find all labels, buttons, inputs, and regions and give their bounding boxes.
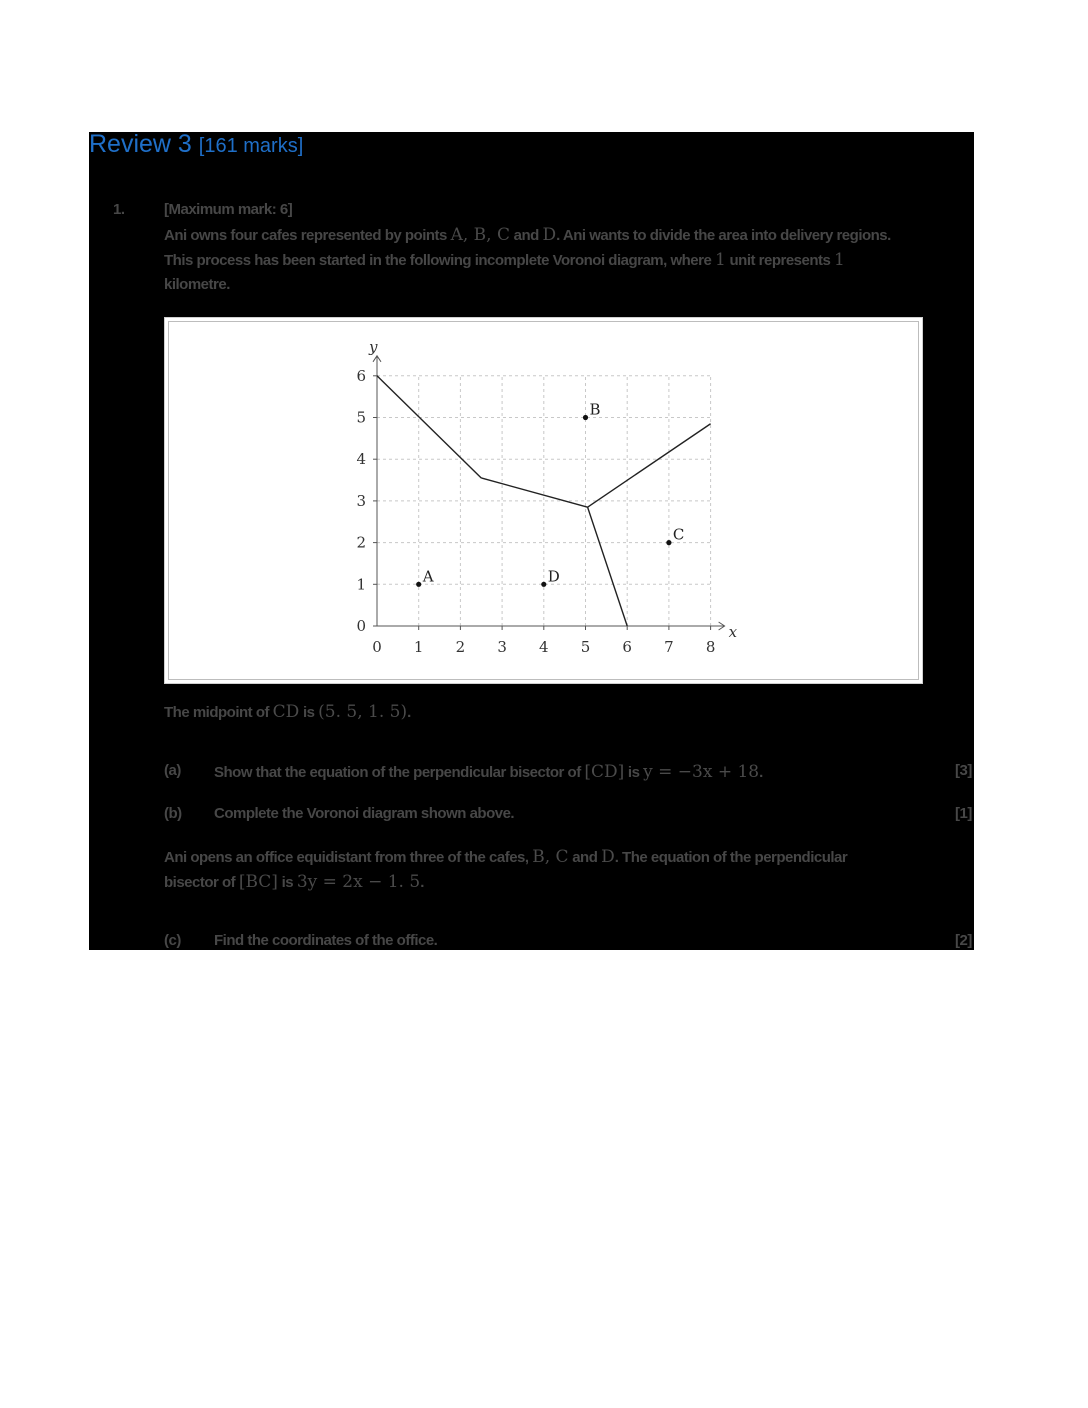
y-tick-label: 5	[356, 408, 366, 427]
office-line-2	[164, 872, 424, 892]
unit-math: 1	[715, 250, 726, 270]
bc-bisector-equation-math: 3y = 2x − 1. 5	[296, 872, 421, 892]
y-axis-label: y	[369, 337, 378, 356]
part-c-text: Find the coordinates of the office.	[214, 932, 438, 949]
document-page	[89, 132, 974, 950]
cafe-point	[666, 540, 671, 545]
x-tick-label: 0	[372, 638, 382, 656]
question-number: 1.	[113, 201, 125, 218]
y-tick-label: 4	[356, 450, 366, 469]
x-tick-label: 7	[664, 638, 674, 656]
x-tick-label: 1	[413, 638, 424, 656]
cafe-label: B	[589, 400, 601, 419]
part-b-text: Complete the Voronoi diagram shown above.	[214, 805, 515, 822]
bisector-equation-math: y = −3x + 18	[643, 762, 760, 782]
part-a-prose: .	[759, 764, 763, 781]
intro-text: unit represents	[725, 252, 835, 269]
cafe-label: A	[422, 567, 434, 586]
unit-math: 1	[834, 250, 845, 270]
part-b-label: (b)	[164, 805, 182, 822]
x-axis-label: x	[728, 623, 738, 641]
x-tick-label: 6	[622, 638, 632, 656]
part-a-prose: Show that the equation of the perpendicular bisector of	[214, 764, 585, 781]
intro-text: Ani owns four cafes represented by points	[164, 227, 451, 244]
midpoint-text: is	[299, 704, 319, 721]
midpoint-text: .	[407, 704, 411, 721]
office-text: Ani opens an office equidistant from three of the cafes,	[164, 849, 533, 866]
voronoi-edge	[377, 376, 481, 478]
cafe-point	[541, 582, 546, 587]
point-d-math: D	[542, 225, 557, 245]
office-line-1	[164, 847, 847, 867]
midpoint-text: The midpoint of	[164, 704, 273, 721]
cafe-label: D	[547, 567, 560, 586]
review-title	[89, 130, 303, 159]
part-a-label: (a)	[164, 762, 181, 779]
title-text: Review 3	[89, 130, 192, 158]
x-tick-label: 3	[497, 638, 507, 656]
y-tick-label: 1	[356, 575, 366, 594]
voronoi-edge	[588, 507, 628, 626]
voronoi-edge	[588, 424, 711, 507]
cafe-point	[416, 582, 421, 587]
segment-cd-math: CD	[272, 702, 300, 722]
intro-text: . Ani wants to divide the area into delivery regions.	[556, 227, 891, 244]
office-text: is	[277, 874, 297, 891]
part-a-text	[214, 762, 763, 782]
voronoi-edge	[481, 478, 587, 507]
part-b-marks: [1]	[955, 805, 972, 822]
voronoi-figure	[164, 317, 923, 684]
intro-line-3: kilometre.	[164, 276, 230, 293]
segment-bc-math: [BC]	[238, 872, 278, 892]
point-d-math: D	[601, 847, 615, 867]
intro-line-1	[164, 225, 891, 245]
part-c-label: (c)	[164, 932, 181, 949]
y-tick-label: 6	[356, 366, 366, 385]
part-a-prose: is	[624, 764, 644, 781]
intro-text: and	[509, 227, 543, 244]
cafe-point	[583, 415, 588, 420]
midpoint-coords-math: (5. 5, 1. 5)	[318, 702, 408, 722]
cafe-label: C	[672, 525, 685, 544]
y-tick-label: 0	[356, 617, 366, 635]
office-text: and	[568, 849, 602, 866]
points-abc-math: A, B, C	[450, 225, 510, 245]
intro-text: This process has been started in the following incomplete Voronoi diagram, where	[164, 252, 715, 269]
y-tick-label: 3	[356, 491, 366, 510]
x-tick-label: 8	[705, 638, 716, 656]
office-text: .	[420, 874, 424, 891]
part-a-marks: [3]	[955, 762, 972, 779]
voronoi-diagram	[165, 318, 922, 683]
x-tick-label: 4	[539, 638, 549, 656]
x-tick-label: 2	[455, 638, 466, 656]
y-tick-label: 2	[356, 533, 366, 552]
x-tick-label: 5	[580, 638, 591, 656]
segment-cd-bracket-math: [CD]	[584, 762, 625, 782]
office-text: bisector of	[164, 874, 239, 891]
max-mark: [Maximum mark: 6]	[164, 201, 293, 218]
points-bc-math: B, C	[532, 847, 569, 867]
title-marks: [161 marks]	[198, 135, 304, 157]
midpoint-line	[164, 702, 411, 722]
intro-line-2	[164, 250, 845, 270]
office-text: . The equation of the perpendicular	[614, 849, 848, 866]
part-c-marks: [2]	[955, 932, 972, 949]
